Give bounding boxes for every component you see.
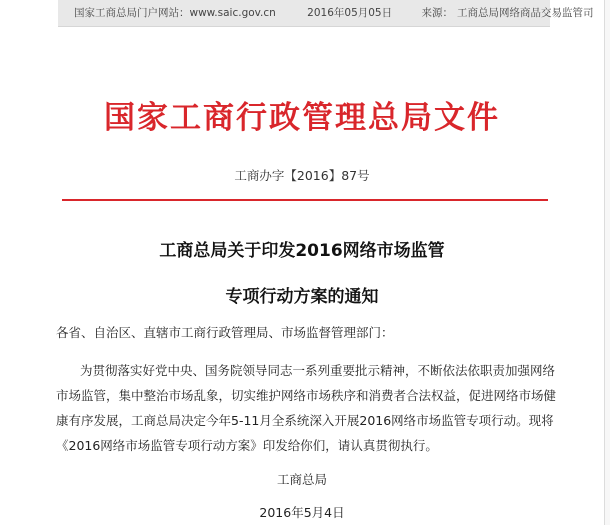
- body-paragraph-line: 为贯彻落实好党中央、国务院领导同志一系列重要批示精神，不断依法依职责加强网络: [80, 363, 556, 378]
- notice-headline-line-2: 专项行动方案的通知: [225, 287, 379, 307]
- body-paragraph-line: 《2016网络市场监管专项行动方案》印发给你们，请认真贯彻执行。: [56, 438, 438, 453]
- portal-url-link[interactable]: www.saic.gov.cn: [189, 7, 276, 19]
- source-prefix: 来源：: [421, 7, 453, 19]
- document-title: 国家工商行政管理总局文件: [104, 100, 500, 136]
- salutation: 各省、自治区、直辖市工商行政管理局、市场监督管理部门：: [56, 325, 394, 340]
- signature-date: 2016年5月4日: [259, 505, 345, 520]
- document-number: 工商办字【2016】87号: [234, 168, 370, 183]
- publish-date: 2016年05月05日: [307, 7, 393, 19]
- source-department: 工商总局网络商品交易监管司: [456, 7, 594, 19]
- source-info-bar: [58, 0, 594, 27]
- notice-headline-line-1: 工商总局关于印发2016网络市场监管: [159, 241, 445, 261]
- body-paragraph-line: 康有序发展，工商总局决定今年5-11月全系统深入开展2016网络市场监管专项行动。现将: [56, 413, 554, 428]
- issuer-signature: 工商总局: [276, 472, 327, 487]
- red-divider: [62, 199, 548, 201]
- source-site-label: 国家工商总局门户网站：: [74, 7, 190, 19]
- body-paragraph-line: 市场监管，集中整治市场乱象，切实维护网络市场秩序和消费者合法权益，促进网络市场健: [56, 388, 557, 403]
